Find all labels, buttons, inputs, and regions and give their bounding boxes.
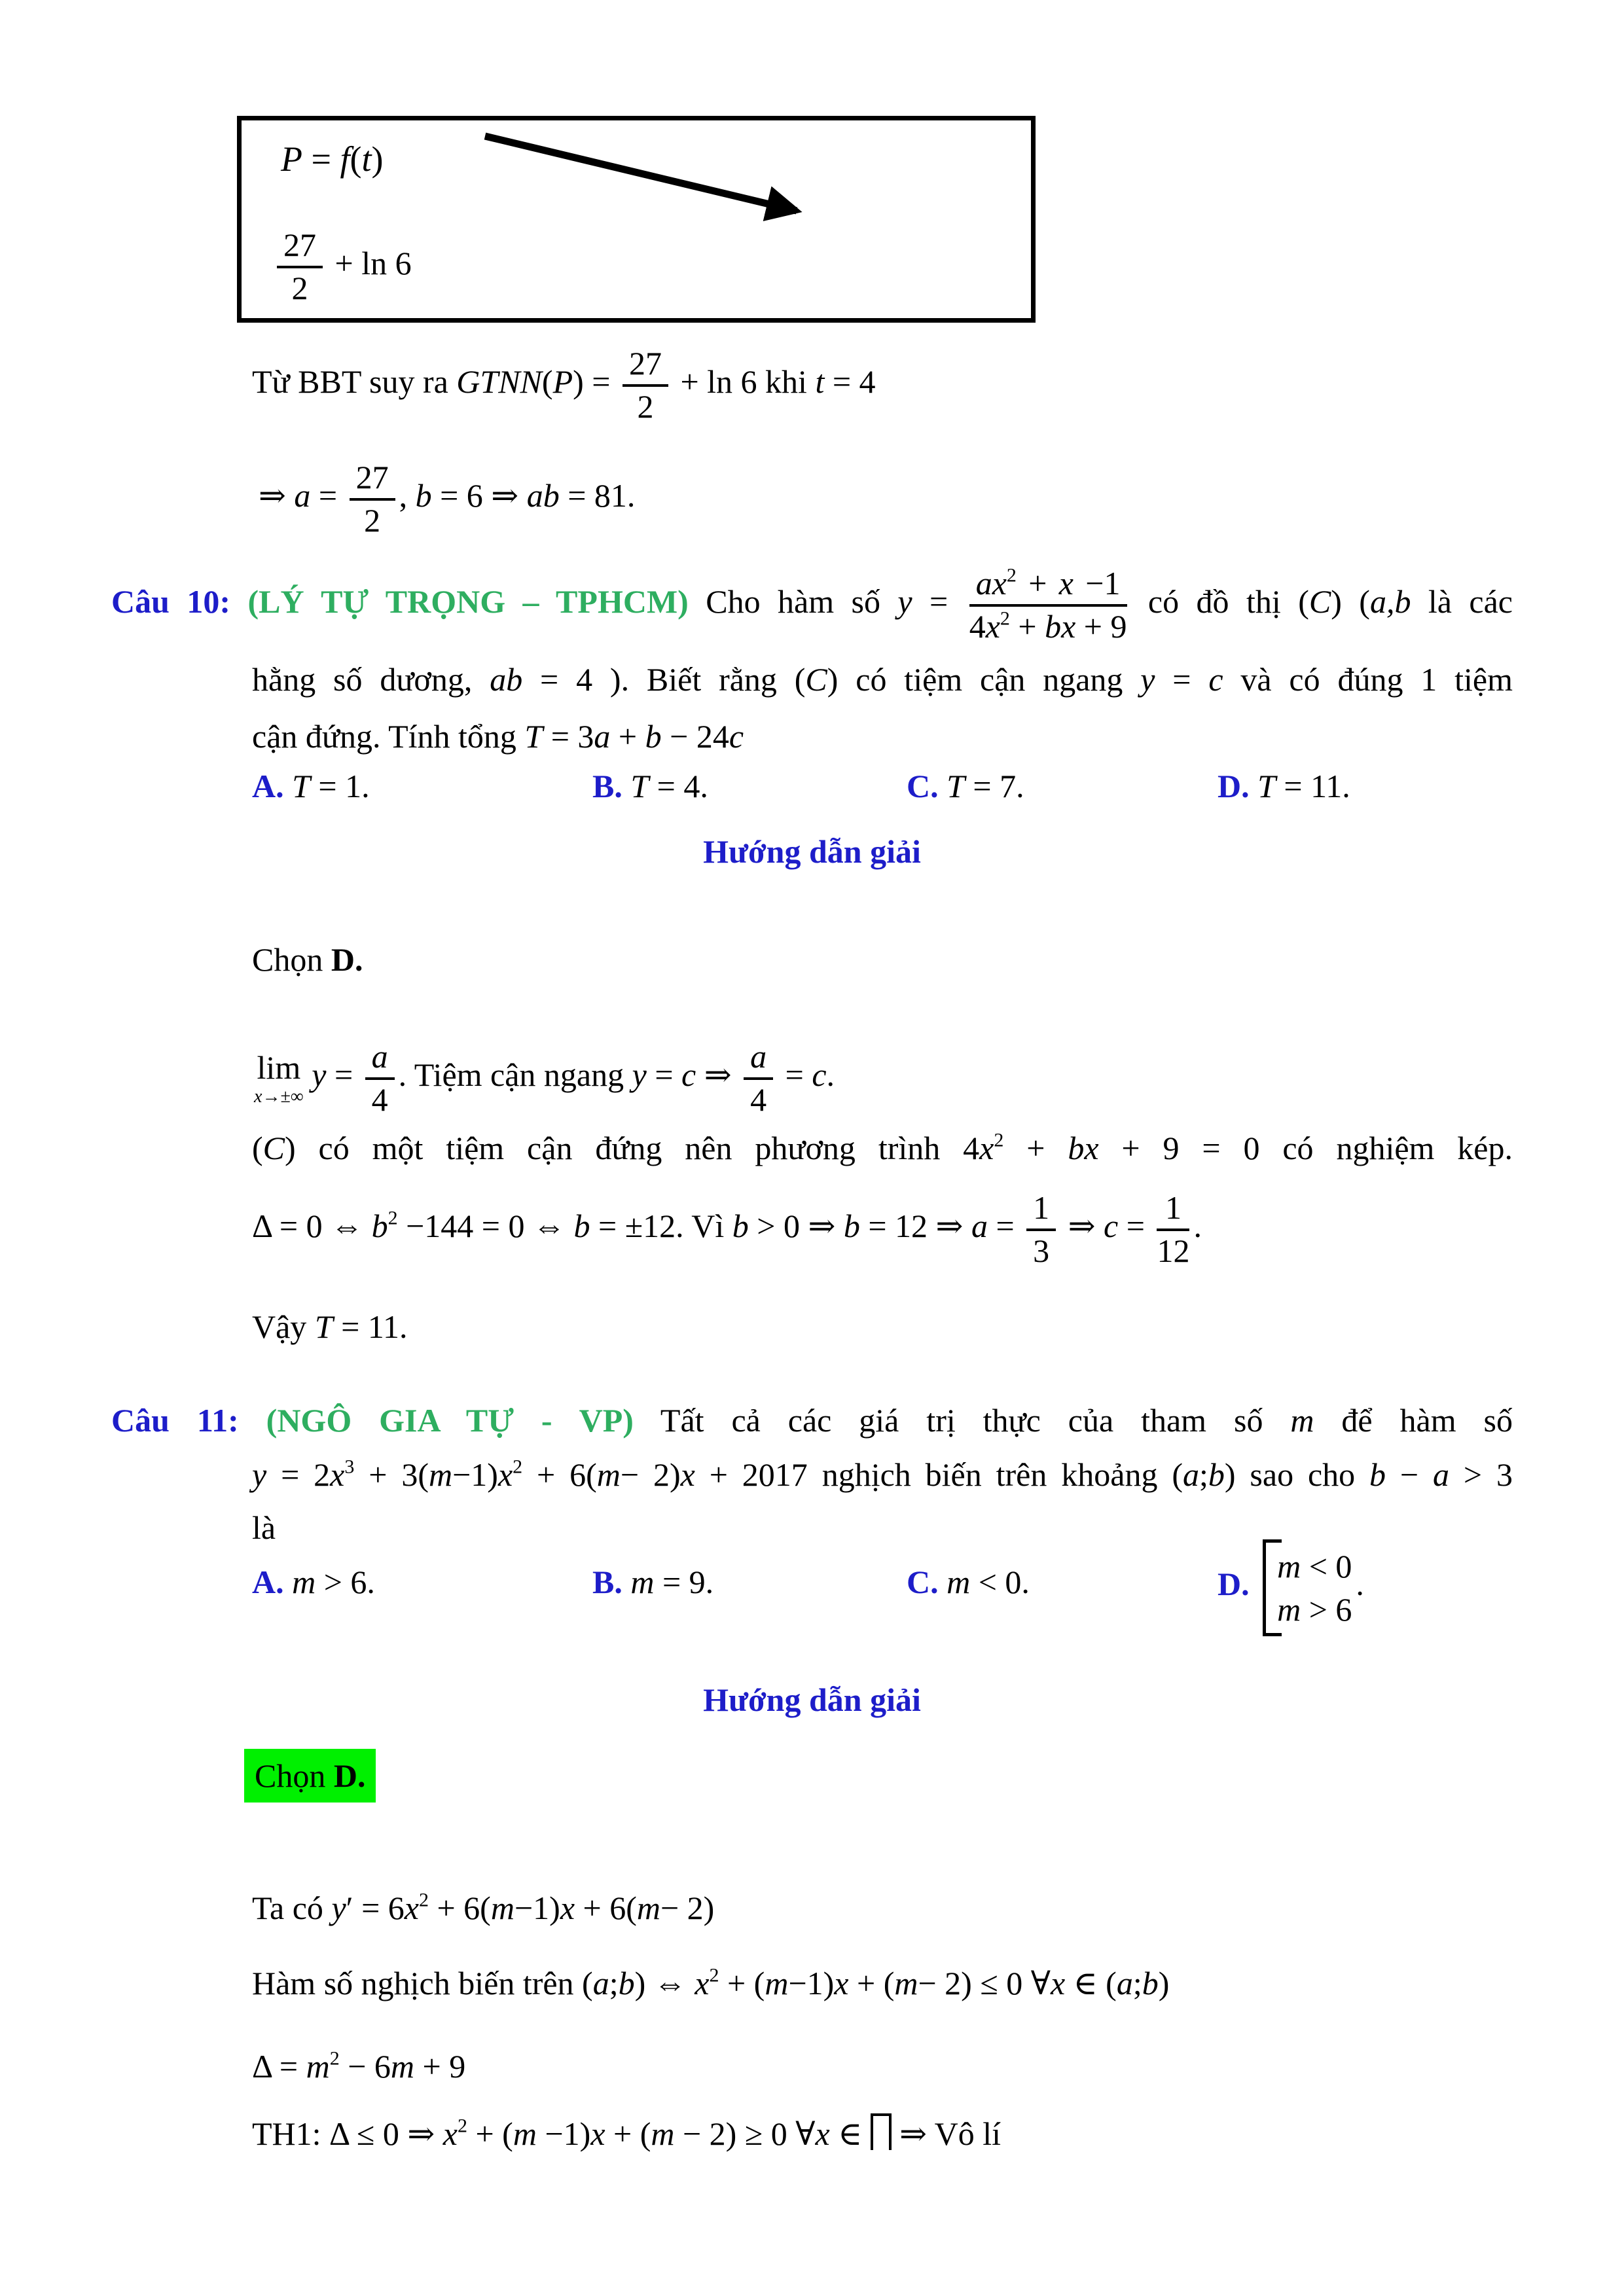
ab-result-line: ⇒ a = $\frac{27}{2}$ , b = 6 ⇒ ab = 81. [259,459,636,539]
question-10-line-2: hằng số dương, ab = 4 ). Biết rằng (C) có tiệm cận ngang y = c và có đúng 1 tiệm [252,661,1513,698]
question-10-line-1: Câu 10: (LÝ TỰ TRỌNG – TPHCM) Cho hàm số y = $\frac{ax^2 + x -1}{4x^2 + bx + 9}$ có đồ thị (C) (a,b là các [111,564,1513,645]
case-1-line: TH1: Δ ≤ 0 ⇒ $x^2 + (m -1)x + (m - 2) \ge 0$ ∀x ∈ ⇒ Vô lí [252,2104,1001,2163]
question-10-line-3: cận đứng. Tính tổng T = 3a + b − 24c [252,718,744,755]
question-11-line-1: Câu 11: (NGÔ GIA TỰ - VP) Tất cả các giá trị thực của tham số m để hàm số [111,1402,1513,1439]
question-11-option-c: C. m < 0. [907,1564,1030,1600]
question-11-line-2: $y = 2x^3 + 3(m-1)x^2 + 6(m- 2)x + 2017$ nghịch biến trên khoảng (a;b) sao cho b − a > 3 [252,1456,1513,1493]
vertical-asymptote-line: (C) có một tiệm cận đứng nên phương trình $4x^2$ + bx + 9 = 0 có nghiệm kép. [252,1129,1513,1166]
decreasing-arrow-icon [242,120,1031,318]
answer-choice-line-1: Chọn D. [252,941,363,978]
monotonic-condition-line: Hàm số nghịch biến trên (a;b) ⇔ $x^2 + (m-1)x + (m- 2) \le 0$ ∀x ∈ (a;b) [252,1964,1170,2001]
question-10-option-b: B. T = 4. [592,768,708,804]
question-10-option-d: D. T = 11. [1218,768,1350,804]
solution-heading-2: Hướng dẫn giải [703,1681,921,1718]
question-10-option-c: C. T = 7. [907,768,1024,804]
bbt-conclusion-line: Từ BBT suy ra GTNN(P) = $\frac{27}{2}$ + ln 6 khi t = 4 [252,345,876,425]
delta-line-2: $\Delta = m^2 - 6m + 9$ [252,2047,466,2085]
solution-heading-1: Hướng dẫn giải [703,833,921,870]
bbt-min-value: $\frac{27}{2}$ + ln 6 [273,211,412,315]
question-11-option-b: B. m = 9. [592,1564,714,1600]
bbt-p-label: P = f(t) [281,139,384,179]
answer-choice-line-2 [244,1749,376,1803]
question-11-option-a: A. m > 6. [252,1564,375,1600]
derivative-line: Ta có $y' = 6x^2 + 6(m-1)x + 6(m- 2)$ [252,1889,715,1926]
question-10-option-a: A. T = 1. [252,768,370,804]
question-11-option-d: D. m < 0 m > 6 . [1218,1535,1364,1633]
final-answer-line: Vậy T = 11. [252,1308,408,1345]
bbt-table-box [237,116,1036,323]
delta-line-1: Δ = 0 ⇔ $b^2 -144 = 0$ ⇔ b = ±12. Vì b > 0 ⇒ b = 12 ⇒ a = $\frac{1}{3}$ ⇒ c = $\frac{1}{12}$ . [252,1189,1202,1269]
limit-line: lim x→±∞ y = $\frac{a}{4}$ . Tiệm cận ngang y = c ⇒ $\frac{a}{4}$ = c. [254,1038,835,1118]
highlighted-answer: Chọn D. [244,1749,376,1803]
question-11-line-3: là [252,1509,276,1546]
